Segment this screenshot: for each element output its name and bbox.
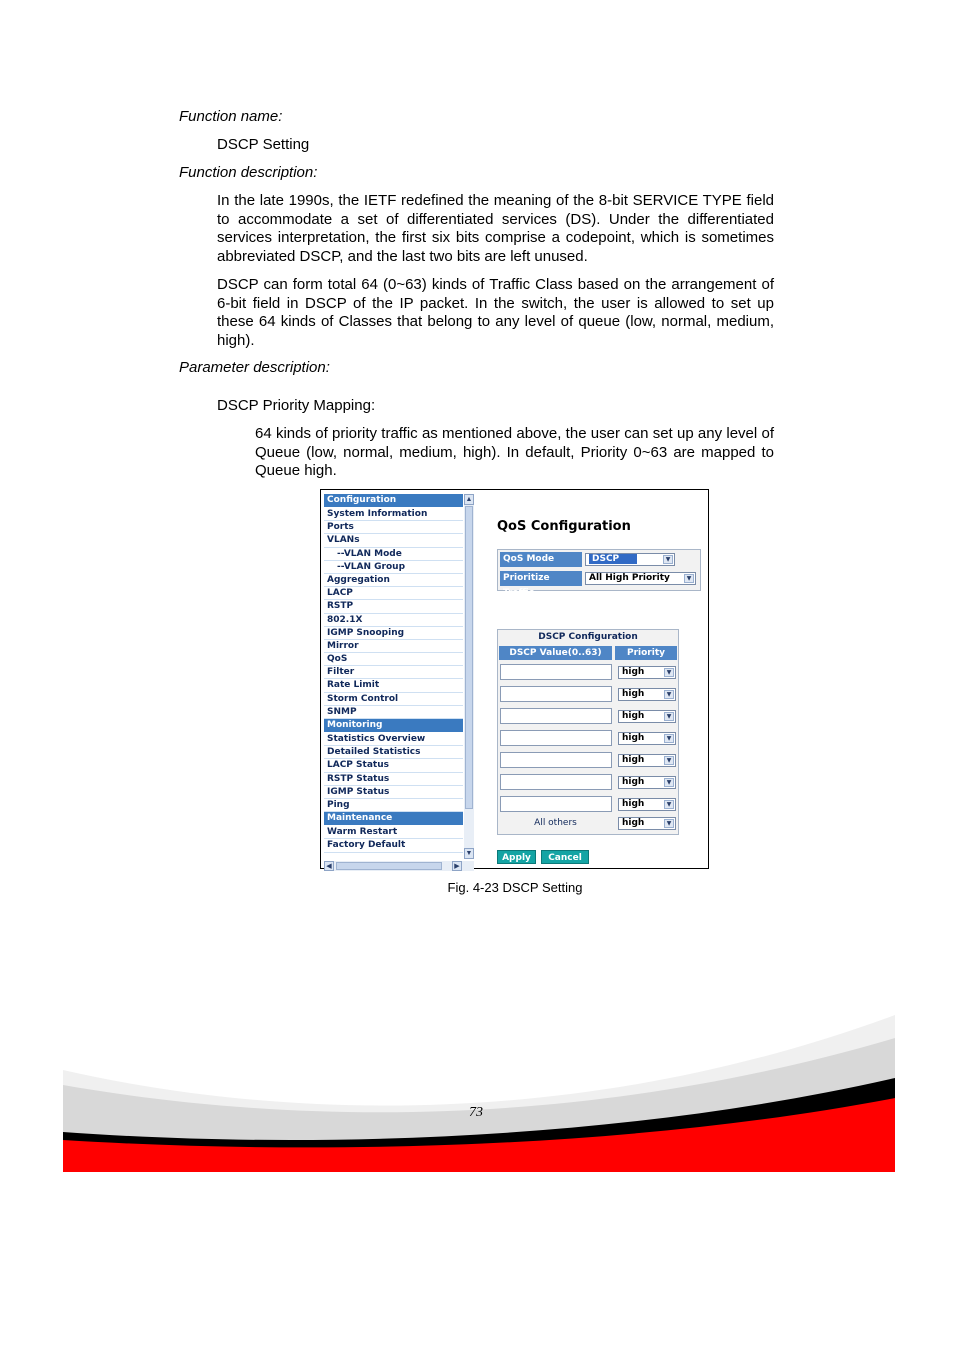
qos-mode-label: QoS Mode <box>500 552 582 567</box>
sidebar-item-detailed-statistics[interactable]: Detailed Statistics <box>324 746 463 759</box>
sidebar-item-mirror[interactable]: Mirror <box>324 640 463 653</box>
dscp-value-input[interactable] <box>500 730 612 746</box>
priority-select[interactable] <box>618 754 676 767</box>
sidebar-item-factory-default[interactable]: Factory Default <box>324 839 463 852</box>
priority-select[interactable] <box>618 776 676 789</box>
chevron-down-icon: ▼ <box>664 712 674 721</box>
scroll-left-icon[interactable]: ◀ <box>324 861 334 871</box>
all-others-priority-select[interactable] <box>618 817 676 830</box>
dscp-value-input[interactable] <box>500 774 612 790</box>
sidebar-item-vlan-mode[interactable]: --VLAN Mode <box>324 548 463 561</box>
qos-mode-table <box>497 549 701 598</box>
nav-section-maintenance[interactable]: Maintenance <box>324 812 463 825</box>
function-description-label: Function description: <box>179 164 318 181</box>
dscp-value-header: DSCP Value(0..63) <box>499 646 612 660</box>
sidebar-vertical-scrollbar[interactable] <box>464 494 474 859</box>
dscp-config-table <box>497 629 679 835</box>
priority-select[interactable] <box>618 798 676 811</box>
priority-select[interactable] <box>618 732 676 745</box>
figure-caption: Fig. 4-23 DSCP Setting <box>447 880 583 895</box>
paragraph-2: DSCP can form total 64 (0~63) kinds of Traffic Class based on the arrangement of 6-bit field in DSCP of the IP packet. In the switch, the user is allowed to set up these 64 kinds of Classes that belong to any level of queue (low, normal, medium, high). <box>217 276 774 349</box>
dscp-value-input[interactable] <box>500 686 612 702</box>
priority-value: high <box>622 733 645 743</box>
chevron-down-icon: ▼ <box>664 756 674 765</box>
sidebar-item-ping[interactable]: Ping <box>324 799 463 812</box>
priority-value: high <box>622 689 645 699</box>
sidebar-item-rstp[interactable]: RSTP <box>324 600 463 613</box>
priority-value: high <box>622 667 645 677</box>
all-others-label: All others <box>534 818 577 828</box>
apply-button[interactable]: Apply <box>497 850 536 864</box>
priority-select[interactable] <box>618 710 676 723</box>
nav-section-monitoring[interactable]: Monitoring <box>324 719 463 732</box>
sidebar-list <box>324 494 463 853</box>
sidebar-item-ports[interactable]: Ports <box>324 521 463 534</box>
prioritize-traffic-select[interactable] <box>585 572 696 585</box>
priority-header: Priority <box>615 646 677 660</box>
chevron-down-icon: ▼ <box>664 690 674 699</box>
parameter-text: 64 kinds of priority traffic as mentioned above, the user can set up any level of Queue (low, normal, medium, high). In default, Priority 0~63 are mapped to Queue high. <box>255 425 774 479</box>
qos-mode-select[interactable] <box>585 553 675 566</box>
dscp-value-input[interactable] <box>500 664 612 680</box>
dscp-value-input[interactable] <box>500 796 612 812</box>
footer-swoosh <box>63 1010 895 1172</box>
chevron-down-icon: ▼ <box>664 734 674 743</box>
chevron-down-icon: ▼ <box>663 555 673 564</box>
priority-value: high <box>622 799 645 809</box>
sidebar-item-aggregation[interactable]: Aggregation <box>324 574 463 587</box>
sidebar-item-statistics-overview[interactable]: Statistics Overview <box>324 733 463 746</box>
chevron-down-icon: ▼ <box>664 800 674 809</box>
sidebar-item-igmp-status[interactable]: IGMP Status <box>324 786 463 799</box>
prioritize-traffic-value: All High Priority <box>589 573 670 583</box>
priority-value: high <box>622 755 645 765</box>
sidebar-item-rstp-status[interactable]: RSTP Status <box>324 773 463 786</box>
qos-title: QoS Configuration <box>497 519 631 534</box>
qos-mode-value: DSCP <box>589 554 637 564</box>
dscp-table-title: DSCP Configuration <box>538 632 638 642</box>
dscp-setting-screenshot <box>320 489 709 869</box>
scroll-right-icon[interactable]: ▶ <box>452 861 462 871</box>
sidebar-horizontal-scrollbar[interactable] <box>324 861 474 871</box>
sidebar-item-qos[interactable]: QoS <box>324 653 463 666</box>
chevron-down-icon: ▼ <box>684 574 694 583</box>
page-number: 73 <box>469 1105 483 1120</box>
dscp-value-input[interactable] <box>500 752 612 768</box>
sidebar-nav <box>324 494 474 870</box>
sidebar-item-snmp[interactable]: SNMP <box>324 706 463 719</box>
function-name: DSCP Setting <box>217 136 310 153</box>
priority-value: high <box>622 711 645 721</box>
sidebar-item-system-information[interactable]: System Information <box>324 508 463 521</box>
parameter-name: DSCP Priority Mapping: <box>217 397 376 414</box>
sidebar-item-lacp[interactable]: LACP <box>324 587 463 600</box>
function-name-label: Function name: <box>179 108 283 125</box>
chevron-down-icon: ▼ <box>664 819 674 828</box>
sidebar-item-lacp-status[interactable]: LACP Status <box>324 759 463 772</box>
hscroll-thumb[interactable] <box>336 862 442 870</box>
sidebar-item-vlans[interactable]: VLANs <box>324 534 463 547</box>
all-others-priority-value: high <box>622 818 645 828</box>
dscp-value-input[interactable] <box>500 708 612 724</box>
chevron-down-icon: ▼ <box>664 668 674 677</box>
sidebar-item-filter[interactable]: Filter <box>324 666 463 679</box>
sidebar-item-vlan-group[interactable]: --VLAN Group <box>324 561 463 574</box>
cancel-button[interactable]: Cancel <box>541 850 589 864</box>
nav-section-configuration[interactable]: Configuration <box>324 494 463 507</box>
scroll-thumb[interactable] <box>465 506 473 809</box>
sidebar-item-802-1x[interactable]: 802.1X <box>324 614 463 627</box>
priority-value: high <box>622 777 645 787</box>
prioritize-traffic-label: Prioritize Traffic <box>500 571 582 586</box>
scroll-up-icon[interactable]: ▲ <box>465 496 473 503</box>
sidebar-item-igmp-snooping[interactable]: IGMP Snooping <box>324 627 463 640</box>
paragraph-1: In the late 1990s, the IETF redefined the meaning of the 8-bit SERVICE TYPE field to accommodate a set of differentiated services (DS). Under the differentiated services interpretation, the first six bits comprise a codepoint, which is sometimes abbreviated DSCP, and the last two bits are left unused. <box>217 192 774 265</box>
chevron-down-icon: ▼ <box>664 778 674 787</box>
sidebar-item-warm-restart[interactable]: Warm Restart <box>324 826 463 839</box>
priority-select[interactable] <box>618 666 676 679</box>
sidebar-item-storm-control[interactable]: Storm Control <box>324 693 463 706</box>
sidebar-item-rate-limit[interactable]: Rate Limit <box>324 679 463 692</box>
scroll-down-icon[interactable]: ▼ <box>465 850 473 857</box>
parameter-description-label: Parameter description: <box>179 359 330 376</box>
priority-select[interactable] <box>618 688 676 701</box>
